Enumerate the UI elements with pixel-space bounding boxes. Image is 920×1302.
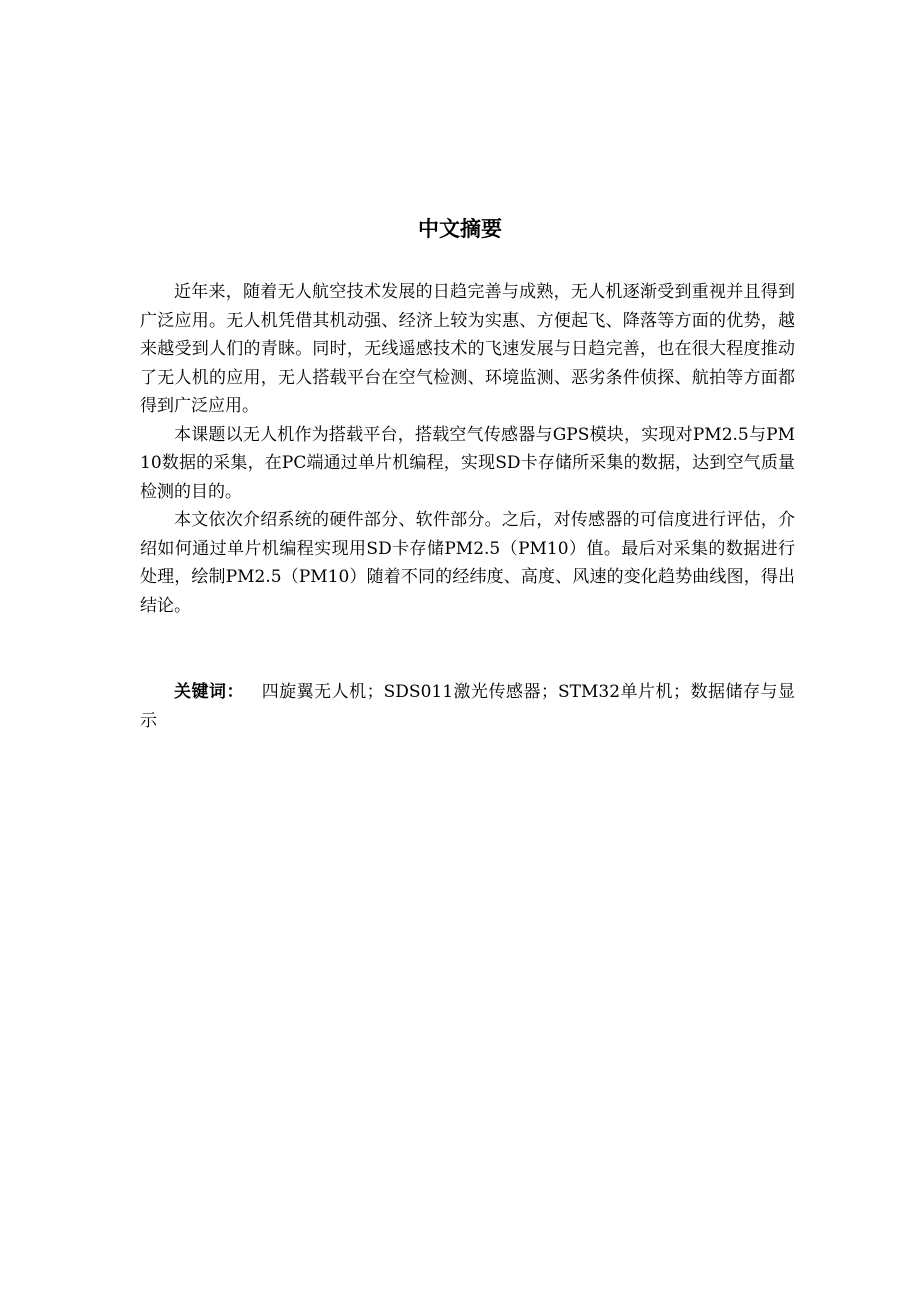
keywords-label: 关键词： [174, 682, 244, 702]
keywords-text: 四旋翼无人机；SDS011激光传感器；STM32单片机；数据储存与显示 [140, 682, 795, 731]
keywords-line [140, 678, 795, 735]
abstract-body [140, 278, 795, 620]
abstract-paragraph-1: 近年来，随着无人航空技术发展的日趋完善与成熟，无人机逐渐受到重视并且得到广泛应用。无人机凭借其机动强、经济上较为实惠、方便起飞、降落等方面的优势，越来越受到人们的青睐。同时，无线遥感技术的飞速发展与日趋完善，也在很大程度推动了无人机的应用，无人搭载平台在空气检测、环境监测、恶劣条件侦探、航拍等方面都得到广泛应用。 [140, 282, 795, 416]
abstract-title: 中文摘要 [418, 217, 502, 241]
abstract-paragraph-3: 本文依次介绍系统的硬件部分、软件部分。之后，对传感器的可信度进行评估，介绍如何通过单片机编程实现用SD卡存储PM2.5（PM10）值。最后对采集的数据进行处理，绘制PM2.5（PM10）随着不同的经纬度、高度、风速的变化趋势曲线图，得出结论。 [140, 510, 795, 616]
abstract-paragraph-2: 本课题以无人机作为搭载平台，搭载空气传感器与GPS模块，实现对PM2.5与PM10数据的采集，在PC端通过单片机编程，实现SD卡存储所采集的数据，达到空气质量检测的目的。 [140, 424, 795, 502]
